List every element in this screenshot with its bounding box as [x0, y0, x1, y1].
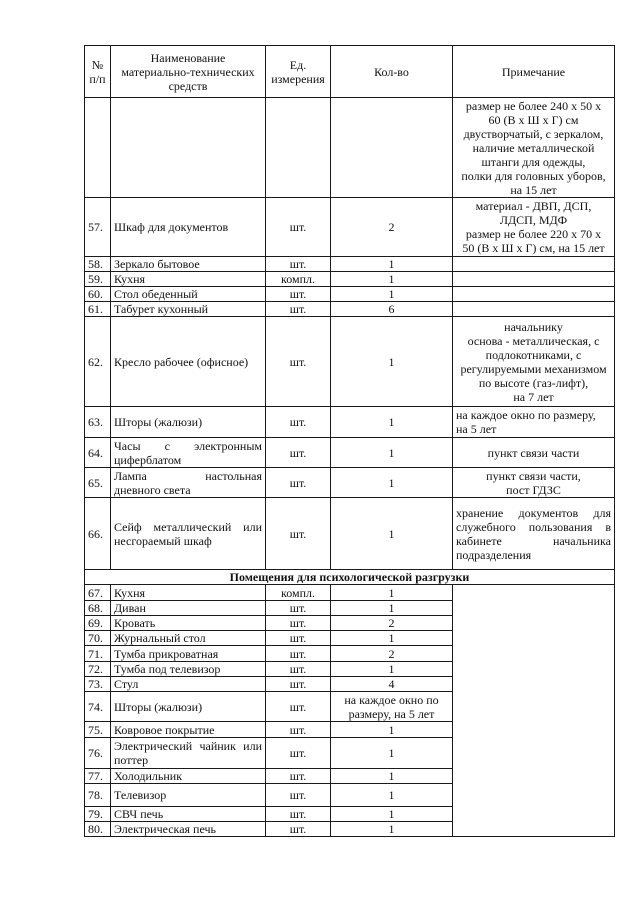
quantity-cell	[331, 807, 453, 822]
unit-cell: шт.	[266, 784, 331, 807]
unit-cell: шт.	[266, 807, 331, 822]
item-name-line: Зеркало бытовое	[114, 257, 200, 271]
item-name-line: Кресло рабочее (офисное)	[114, 354, 249, 369]
quantity-cell	[331, 98, 453, 198]
item-name-cell	[111, 646, 266, 662]
note-line: на 5 лет	[456, 422, 497, 436]
table-row	[85, 407, 615, 438]
note-line: пункт связи части,	[486, 468, 581, 483]
note-cell	[453, 498, 615, 570]
quantity-line: 1	[388, 662, 395, 676]
item-name-line: Холодильник	[114, 769, 183, 783]
quantity-line: 1	[388, 475, 395, 490]
quantity-line: 1	[388, 722, 395, 737]
note-line: кабинете начальника	[456, 533, 611, 548]
row-number-cell: 62.	[85, 317, 111, 407]
quantity-cell	[331, 722, 453, 738]
note-line: на каждое окно по размеру,	[456, 408, 596, 422]
quantity-line: 2	[388, 646, 395, 661]
quantity-line: 1	[388, 822, 395, 836]
note-cell	[453, 302, 615, 317]
row-number-header-text: п/п	[89, 71, 106, 86]
item-name-cell	[111, 287, 266, 302]
quantity-line: 1	[388, 272, 395, 286]
quantity-cell	[331, 631, 453, 646]
row-number-header	[85, 46, 111, 98]
item-name-line: Диван	[114, 601, 146, 615]
row-number-cell	[85, 98, 111, 198]
note-line: пост ГДЗС	[506, 482, 561, 497]
unit-cell: шт.	[266, 468, 331, 498]
quantity-cell	[331, 784, 453, 807]
item-name-line: Кровать	[114, 616, 156, 630]
quantity-cell	[331, 317, 453, 407]
row-number-cell: 69.	[85, 616, 111, 631]
note-line: хранение документов для	[456, 505, 611, 520]
note-line: штанги для одежды,	[481, 154, 586, 169]
note-line: основа - металлическая, с	[467, 333, 600, 348]
note-cell	[453, 438, 615, 468]
quantity-header	[331, 46, 453, 98]
row-number-cell: 76.	[85, 738, 111, 769]
item-name-cell	[111, 601, 266, 616]
table-row	[85, 287, 615, 302]
table-row	[85, 468, 615, 498]
item-name-header-text: материально-технических	[121, 64, 255, 79]
row-number-cell: 58.	[85, 257, 111, 272]
quantity-cell	[331, 438, 453, 468]
item-name-cell	[111, 438, 266, 468]
unit-cell: шт.	[266, 287, 331, 302]
quantity-cell	[331, 677, 453, 692]
unit-header	[266, 46, 331, 98]
item-name-cell	[111, 302, 266, 317]
quantity-header-text: Кол-во	[374, 64, 409, 79]
quantity-cell	[331, 407, 453, 438]
item-name-line: Журнальный стол	[114, 631, 206, 645]
unit-cell: шт.	[266, 822, 331, 837]
item-name-header-text: средств	[168, 78, 208, 93]
item-name-cell	[111, 722, 266, 738]
note-cell	[453, 98, 615, 198]
item-name-line: поттер	[114, 753, 149, 767]
note-line: подлокотниками, с	[485, 347, 582, 362]
unit-cell: шт.	[266, 738, 331, 769]
unit-header-text: Ед.	[289, 57, 307, 72]
note-line: размер не более 220 х 70 х	[465, 227, 602, 241]
item-name-header	[111, 46, 266, 98]
item-name-cell	[111, 769, 266, 784]
quantity-line: 2	[388, 616, 395, 630]
unit-cell: компл.	[266, 272, 331, 287]
item-name-line: СВЧ печь	[114, 807, 164, 821]
row-number-cell: 68.	[85, 601, 111, 616]
row-number-cell: 59.	[85, 272, 111, 287]
unit-cell: шт.	[266, 498, 331, 570]
note-header-text: Примечание	[501, 64, 566, 79]
item-name-line: дневного света	[114, 482, 191, 497]
quantity-line: 1	[388, 807, 395, 821]
unit-cell: шт.	[266, 692, 331, 722]
quantity-cell	[331, 769, 453, 784]
header-row	[85, 46, 615, 98]
item-name-cell	[111, 272, 266, 287]
item-name-cell	[111, 738, 266, 769]
unit-cell: шт.	[266, 317, 331, 407]
item-name-line: несгораемый шкаф	[114, 533, 212, 548]
item-name-header-text: Наименование	[150, 50, 226, 65]
quantity-cell	[331, 272, 453, 287]
unit-cell: шт.	[266, 438, 331, 468]
item-name-cell	[111, 468, 266, 498]
item-name-cell	[111, 677, 266, 692]
unit-cell: шт.	[266, 769, 331, 784]
item-name-cell	[111, 692, 266, 722]
row-number-cell: 61.	[85, 302, 111, 317]
note-cell	[453, 468, 615, 498]
row-number-header-text: №	[91, 57, 104, 72]
note-line: на 15 лет	[510, 182, 557, 197]
unit-cell: шт.	[266, 257, 331, 272]
unit-cell: шт.	[266, 677, 331, 692]
unit-cell: шт.	[266, 646, 331, 662]
unit-cell: шт.	[266, 722, 331, 738]
item-name-line: Телевизор	[114, 788, 167, 802]
quantity-cell	[331, 822, 453, 837]
item-name-cell	[111, 407, 266, 438]
item-name-cell	[111, 631, 266, 646]
quantity-line: 4	[388, 677, 395, 691]
unit-cell: шт.	[266, 198, 331, 257]
unit-header-text: измерения	[271, 71, 325, 86]
note-cell	[453, 287, 615, 302]
note-line: 60 (В х Ш х Г) см	[488, 112, 579, 127]
quantity-cell	[331, 257, 453, 272]
note-cell	[453, 257, 615, 272]
item-name-line: Лампа настольная	[114, 468, 262, 483]
quantity-line: 1	[388, 788, 395, 802]
item-name-cell	[111, 616, 266, 631]
note-line: по высоте (газ-лифт),	[478, 375, 589, 390]
table-row	[85, 498, 615, 570]
item-name-line: Шторы (жалюзи)	[114, 699, 203, 714]
quantity-line: 1	[388, 769, 395, 783]
row-number-cell: 70.	[85, 631, 111, 646]
quantity-cell	[331, 601, 453, 616]
note-line: ЛДСП, МДФ	[499, 213, 568, 227]
table-row	[85, 272, 615, 287]
item-name-cell	[111, 822, 266, 837]
item-name-line: Стул	[114, 677, 139, 691]
item-name-cell	[111, 807, 266, 822]
note-line: размер не более 240 х 50 х	[465, 98, 602, 113]
note-header	[453, 46, 615, 98]
note-cell	[453, 407, 615, 438]
note-cell	[453, 272, 615, 287]
note-line: начальнику	[504, 319, 563, 334]
quantity-line: 1	[388, 445, 395, 460]
quantity-line: размеру, на 5 лет	[348, 706, 435, 721]
equipment-table-body	[85, 46, 615, 837]
item-name-line: Шкаф для документов	[114, 220, 229, 234]
note-line: 50 (В х Ш х Г) см, на 15 лет	[462, 241, 605, 255]
row-number-cell: 79.	[85, 807, 111, 822]
quantity-line: 1	[388, 415, 395, 429]
unit-cell: шт.	[266, 631, 331, 646]
table-row	[85, 257, 615, 272]
table-row	[85, 198, 615, 257]
unit-cell	[266, 98, 331, 198]
item-name-cell	[111, 585, 266, 601]
item-name-line: Тумба прикроватная	[114, 646, 219, 661]
row-number-cell: 66.	[85, 498, 111, 570]
unit-cell: шт.	[266, 662, 331, 677]
row-number-cell: 64.	[85, 438, 111, 468]
note-line: наличие металлической	[472, 140, 595, 155]
note-line: двустворчатый, с зеркалом,	[463, 126, 604, 141]
row-number-cell: 72.	[85, 662, 111, 677]
unit-cell: шт.	[266, 407, 331, 438]
row-number-cell: 63.	[85, 407, 111, 438]
item-name-cell	[111, 784, 266, 807]
quantity-cell	[331, 198, 453, 257]
quantity-cell	[331, 468, 453, 498]
quantity-cell	[331, 662, 453, 677]
quantity-line: 1	[388, 585, 395, 600]
item-name-line: Кухня	[114, 585, 146, 600]
quantity-line: 1	[388, 354, 395, 369]
quantity-line: 6	[388, 302, 395, 316]
row-number-cell: 65.	[85, 468, 111, 498]
quantity-cell	[331, 616, 453, 631]
item-name-cell	[111, 98, 266, 198]
quantity-cell	[331, 646, 453, 662]
item-name-cell	[111, 498, 266, 570]
item-name-line: Шторы (жалюзи)	[114, 415, 203, 429]
quantity-cell	[331, 738, 453, 769]
row-number-cell: 60.	[85, 287, 111, 302]
note-cell-merged	[453, 585, 615, 837]
table-row	[85, 302, 615, 317]
item-name-line: Часы с электронным	[114, 438, 262, 453]
table-row	[85, 585, 615, 601]
row-number-cell: 78.	[85, 784, 111, 807]
quantity-cell	[331, 498, 453, 570]
note-line: на 7 лет	[513, 389, 554, 404]
row-number-cell: 77.	[85, 769, 111, 784]
quantity-line: 1	[388, 526, 395, 541]
row-number-cell: 57.	[85, 198, 111, 257]
unit-cell: шт.	[266, 302, 331, 317]
quantity-cell	[331, 692, 453, 722]
quantity-line: 2	[388, 220, 395, 234]
table-row	[85, 317, 615, 407]
quantity-cell	[331, 585, 453, 601]
row-number-cell: 73.	[85, 677, 111, 692]
item-name-line: Стол обеденный	[114, 287, 198, 301]
row-number-cell: 71.	[85, 646, 111, 662]
quantity-line: на каждое окно по	[344, 692, 439, 707]
row-number-cell: 67.	[85, 585, 111, 601]
item-name-line: циферблатом	[114, 452, 182, 467]
item-name-line: Табурет кухонный	[114, 302, 209, 316]
item-name-line: Тумба под телевизор	[114, 662, 221, 676]
quantity-line: 1	[388, 746, 395, 760]
quantity-cell	[331, 302, 453, 317]
note-cell	[453, 198, 615, 257]
table-row	[85, 438, 615, 468]
note-cell	[453, 317, 615, 407]
row-number-cell: 75.	[85, 722, 111, 738]
note-line: материал - ДВП, ДСП,	[475, 199, 592, 213]
item-name-line: Сейф металлический или	[114, 519, 262, 534]
quantity-line: 1	[388, 601, 395, 615]
section-row	[85, 570, 615, 585]
equipment-table	[84, 45, 615, 837]
item-name-cell	[111, 662, 266, 677]
quantity-line: 1	[388, 631, 395, 645]
unit-cell: компл.	[266, 585, 331, 601]
unit-cell: шт.	[266, 616, 331, 631]
note-line: служебного пользования в	[456, 519, 611, 534]
note-line: пункт связи части	[487, 445, 580, 460]
item-name-cell	[111, 257, 266, 272]
table-row	[85, 98, 615, 198]
item-name-line: Электрическая печь	[114, 822, 216, 836]
row-number-cell: 80.	[85, 822, 111, 837]
quantity-cell	[331, 287, 453, 302]
item-name-line: Кухня	[114, 272, 146, 286]
item-name-cell	[111, 198, 266, 257]
item-name-cell	[111, 317, 266, 407]
row-number-cell: 74.	[85, 692, 111, 722]
item-name-line: Ковровое покрытие	[114, 722, 215, 737]
note-line: регулируемыми механизмом	[460, 361, 607, 376]
unit-cell: шт.	[266, 601, 331, 616]
quantity-line: 1	[388, 257, 395, 271]
quantity-line: 1	[388, 287, 395, 301]
note-line: полки для головных уборов,	[461, 168, 606, 183]
item-name-line: Электрический чайник или	[114, 739, 262, 753]
section-header: Помещения для психологической разгрузки	[85, 570, 615, 585]
note-line: подразделения	[456, 547, 532, 562]
